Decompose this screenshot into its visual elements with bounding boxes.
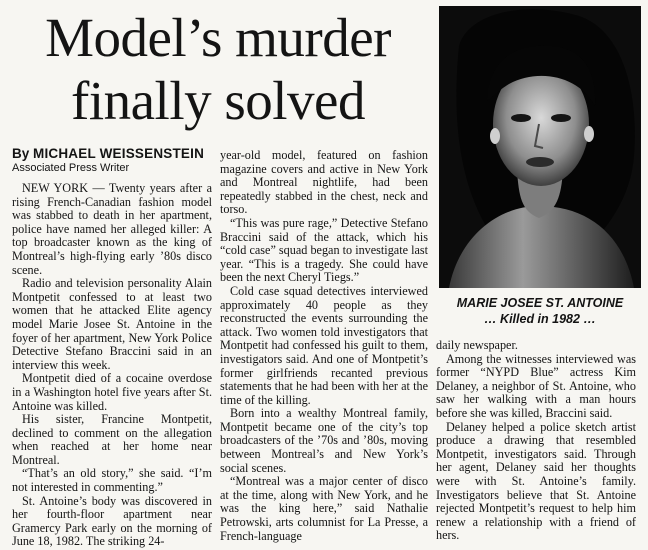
paragraph: Delaney helped a police sketch artist produce a drawing that resembled Montpetit, investigators said. Through her agent, Delaney said her thoughts were with St. Antoine’s family. Investigators believe that St. Antoine rejected Montpetit’s request to help him renew a relationship with a friend of hers. [436, 419, 636, 543]
caption-subtitle: … Killed in 1982 … [484, 312, 596, 326]
paragraph: Cold case squad detectives interviewed approximately 40 people as they reconstructed the events surrounding the attack. Two women told investigators that Montpetit had confessed his guilt to them, investigators said. And one of Montpetit’s former girlfriends recanted previous statements that he had been with her at the time of the killing. [220, 283, 428, 407]
author-affiliation: Associated Press Writer [12, 162, 130, 174]
paragraph: “That’s an old story,” she said. “I’m not interested in commenting.” [12, 466, 212, 495]
paragraph: daily newspaper. [436, 338, 518, 352]
paragraph: Radio and television personality Alain Montpetit confessed to at least two women that he attacked Elite agency model Marie Josee St. Antoine in the foyer of her apartment, New York Police Detective Stefano Braccini said in an interview this week. [12, 276, 212, 372]
paragraph: “Montreal was a major center of disco at the time, along with New York, and he was the king here,” said Nathalie Petrowski, arts columnist for La Presse, a French-language [220, 474, 428, 543]
paragraph: His sister, Francine Montpetit, declined to comment on the allegation when reached at her home near Montreal. [12, 412, 212, 467]
headline-line-2: finally solved [71, 70, 365, 131]
portrait-illustration [439, 6, 641, 288]
paragraph: year-old model, featured on fashion magazine covers and active in New York and Montreal nightlife, had been repeatedly stabbed in the chest, neck and torso. [220, 148, 428, 217]
photo-caption [440, 295, 640, 327]
paragraph: Montpetit died of a cocaine overdose in a Washington hotel five years after St. Antoine was killed. [12, 371, 212, 413]
paragraph: NEW YORK — Twenty years after a rising French-Canadian fashion model was stabbed to death in her apartment, police have named her alleged killer: A top broadcaster known as the king of Montreal’s high-flying early ’80s disco scene. [12, 181, 212, 277]
paragraph: St. Antoine’s body was discovered in her fourth-floor apartment near Gramercy Park early on the morning of June 18, 1982. The striking 24- [12, 493, 212, 549]
article-column-3 [436, 339, 636, 543]
author-name: MICHAEL WEISSENSTEIN [33, 146, 205, 161]
headline [8, 6, 428, 132]
byline-prefix: By [12, 146, 34, 161]
article-column-2 [220, 149, 428, 543]
byline [12, 146, 204, 161]
article-column-1 [12, 182, 212, 549]
paragraph: “This was pure rage,” Detective Stefano Braccini said of the attack, which his “cold case” squad began to investigate last year. “This is a tragedy. She could have been the next Cheryl Tiegs.” [220, 215, 428, 285]
paragraph: Among the witnesses interviewed was former “NYPD Blue” actress Kim Delaney, a neighbor of St. Antoine, who saw her walking with a man hours before she was killed, Braccini said. [436, 351, 636, 420]
caption-name: MARIE JOSEE ST. ANTOINE [456, 296, 624, 310]
portrait-photo [439, 6, 641, 288]
paragraph: Born into a wealthy Montreal family, Montpetit became one of the city’s top broadcasters of the ’70s and ’80s, moving between Montreal’s and New York’s social scenes. [220, 406, 428, 475]
headline-line-1: Model’s murder [45, 7, 391, 68]
